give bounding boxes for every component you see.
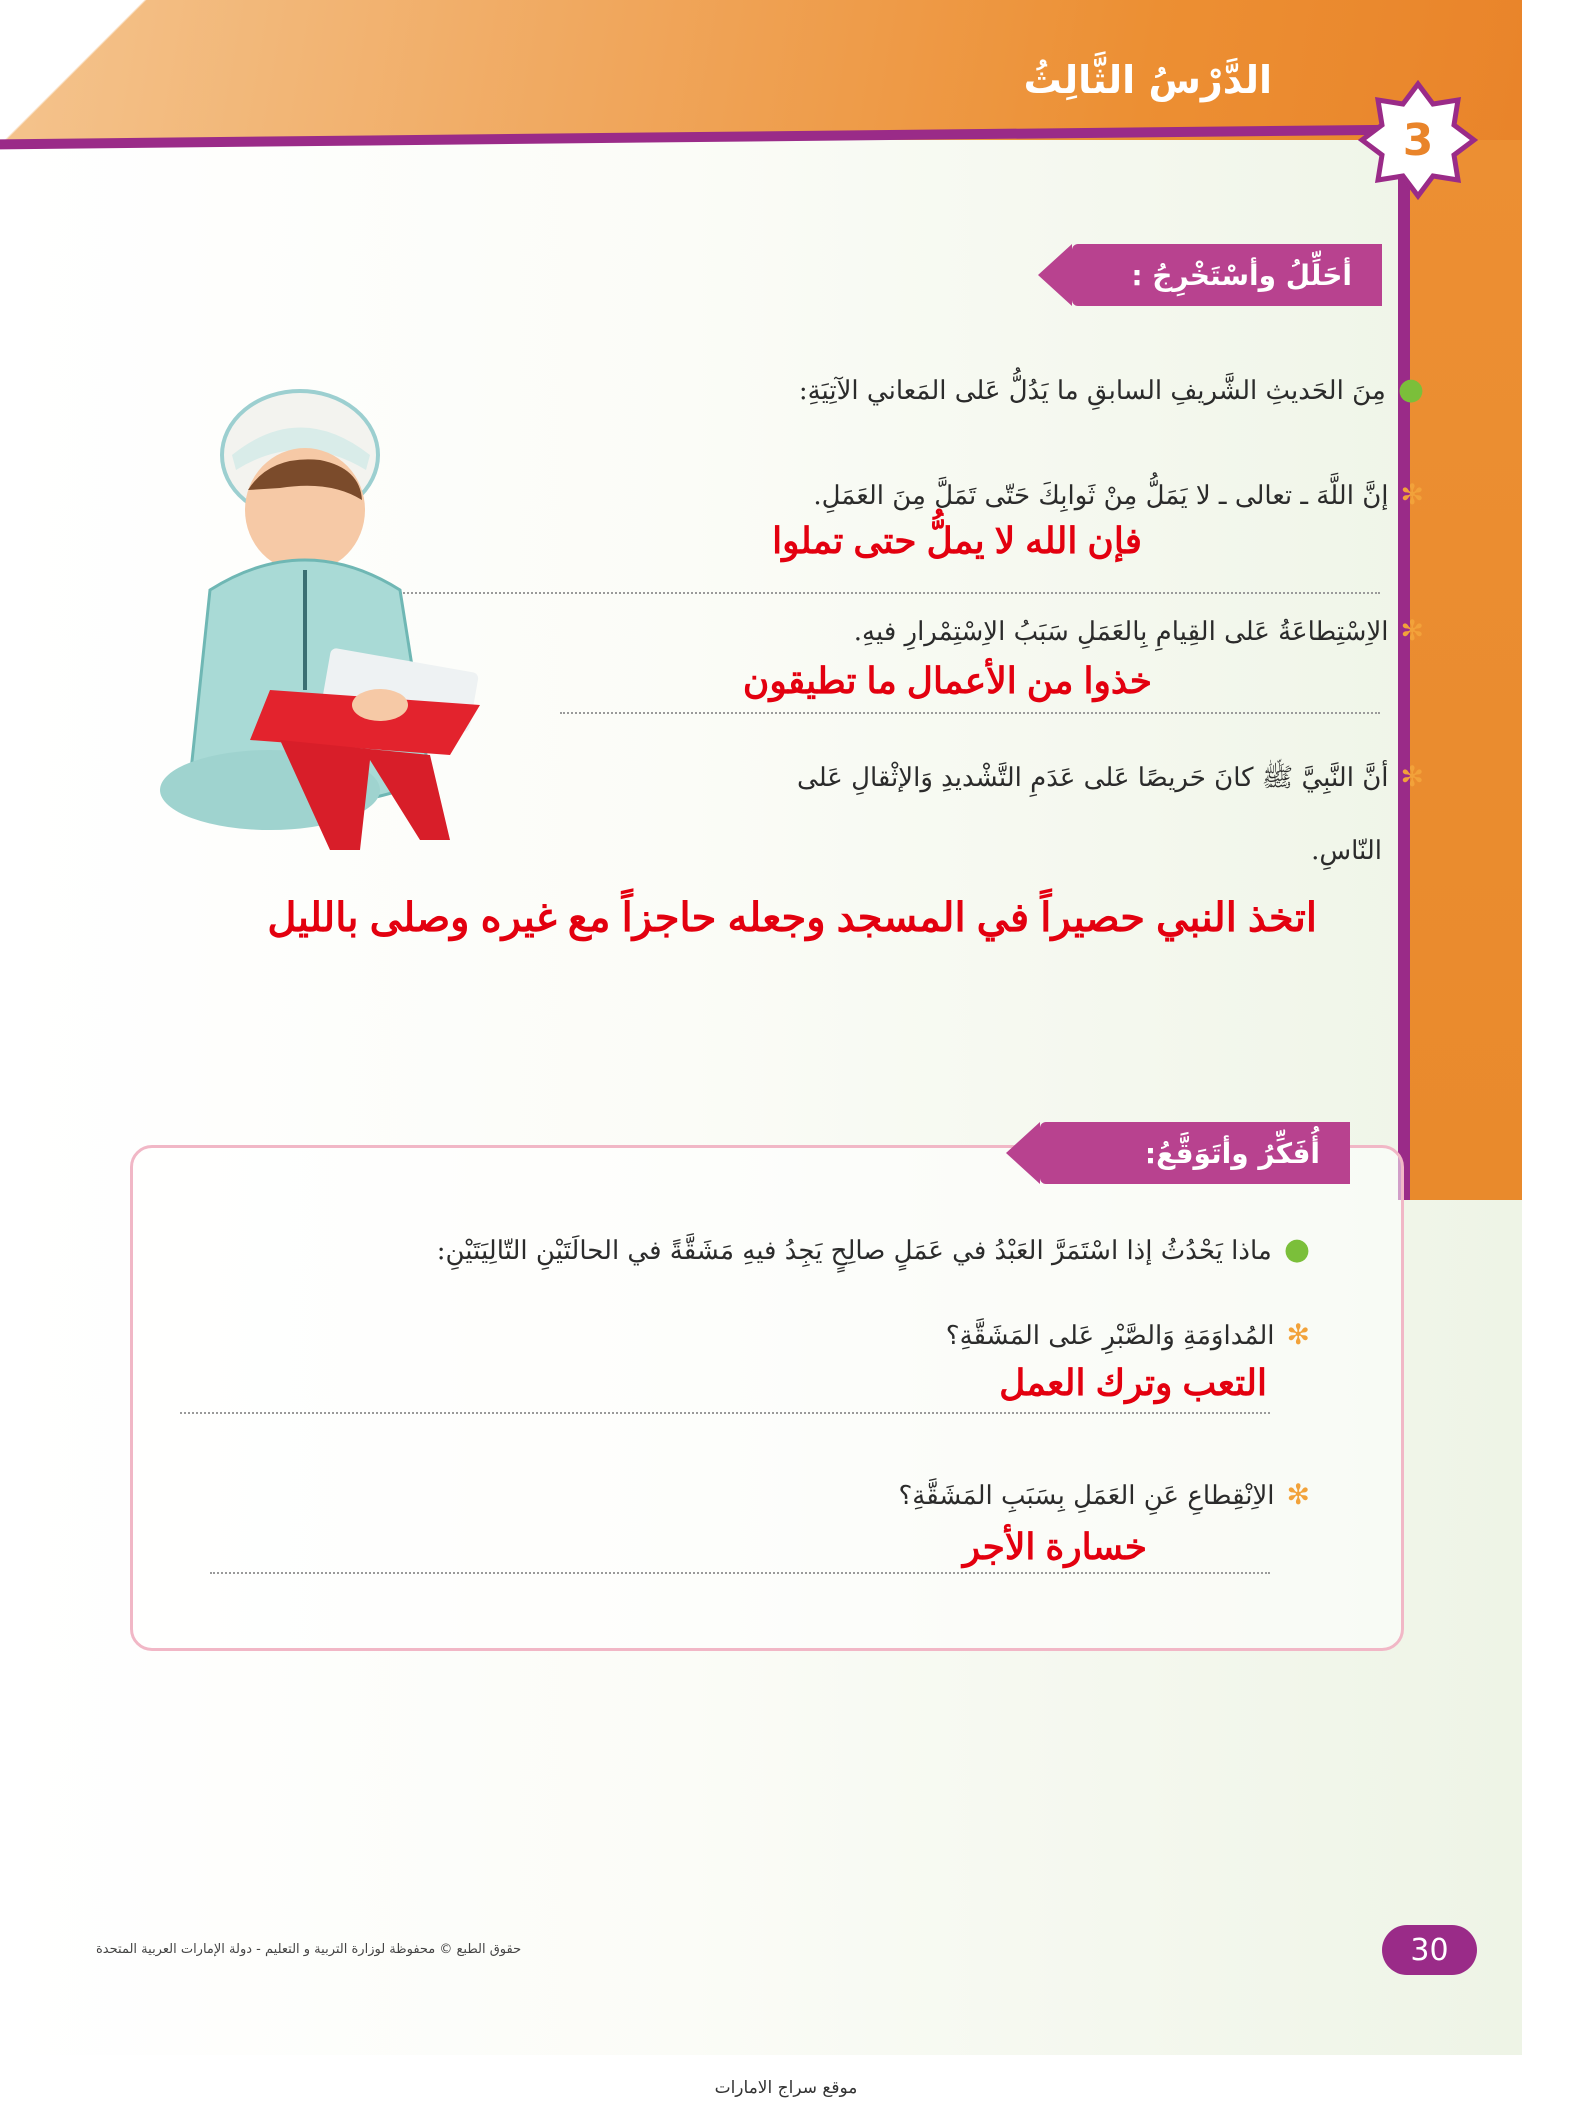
- item1-text: ✻إنَّ اللَّهَ ـ تعالى ـ لا يَمَلُّ مِنْ ثَوابِكَ حَتّى تَمَلَّ مِنَ العَمَلِ.: [813, 478, 1424, 511]
- answer-line: [380, 592, 1380, 594]
- sidebar-stripe: [1398, 140, 1410, 1200]
- item2-text: ✻الاِسْتِطاعَةُ عَلى القِيامِ بِالعَمَلِ سَبَبُ الاِسْتِمْرارِ فيهِ.: [853, 614, 1424, 647]
- right-sidebar: [1410, 140, 1522, 1200]
- section-title: أُفَكِّرُ وأتَوَقَّعُ:: [1144, 1136, 1320, 1170]
- item2-answer: خذوا من الأعمال ما تطيقون: [742, 660, 1152, 701]
- star-bullet-icon: ✻: [1400, 614, 1424, 647]
- site-footer: موقع سراج الامارات: [714, 2078, 858, 2098]
- star-bullet-icon: ✻: [1286, 1318, 1310, 1351]
- section-title: أحَلِّلُ وأسْتَخْرِجُ :: [1131, 258, 1352, 292]
- bullet-icon: ●: [1283, 1232, 1310, 1267]
- header-banner: [0, 0, 1522, 140]
- item3-text-cont: النّاسِ.: [1311, 836, 1382, 866]
- case2-answer: خسارة الأجر: [962, 1526, 1147, 1567]
- section-header-think: [1040, 1122, 1350, 1184]
- lesson-title: الدَّرْسُ الثَّالِثُ: [1023, 58, 1272, 102]
- answer-line: [180, 1412, 1270, 1414]
- answer-line: [210, 1572, 1270, 1574]
- bullet-icon: ●: [1397, 372, 1424, 407]
- star-bullet-icon: ✻: [1286, 1478, 1310, 1511]
- item1-answer: فإن الله لا يملُّ حتى تملوا: [772, 520, 1142, 561]
- star-bullet-icon: ✻: [1400, 760, 1424, 793]
- case2-text: ✻الاِنْقِطاعِ عَنِ العَمَلِ بِسَبَبِ المَشَقَّةِ؟: [898, 1478, 1310, 1511]
- case1-answer: التعب وترك العمل: [999, 1362, 1267, 1403]
- item3-text: ✻أنَّ النَّبِيَّ ﷺ كانَ حَريصًا عَلى عَدَمِ التَّشْديدِ وَالإثْقالِ عَلى: [797, 760, 1424, 793]
- banner-corner: [0, 0, 160, 140]
- item3-answer: اتخذ النبي حصيراً في المسجد وجعله حاجزاً مع غيره وصلى بالليل: [267, 896, 1317, 940]
- star-bullet-icon: ✻: [1400, 478, 1424, 511]
- lesson-number-badge: [1358, 80, 1478, 200]
- section2-question: ●ماذا يَحْدُثُ إذا اسْتَمَرَّ العَبْدُ في عَمَلٍ صالِحٍ يَجِدُ فيهِ مَشَقَّةً في الحالَتَيْنِ التّالِيَتَيْنِ:: [436, 1232, 1310, 1267]
- page-number-badge: 30: [1382, 1925, 1477, 1975]
- lesson-number: 3: [1402, 114, 1434, 166]
- copyright-note: حقوق الطبع © محفوظة لوزارة التربية و التعليم - دولة الإمارات العربية المتحدة: [96, 1942, 522, 1957]
- section-header-analyze: [1072, 244, 1382, 306]
- section1-intro: ●مِنَ الحَديثِ الشَّريفِ السابقِ ما يَدُلُّ عَلى المَعاني الآتِيَةِ:: [798, 372, 1424, 407]
- student-reading-quran-image: [130, 360, 510, 870]
- case1-text: ✻المُداوَمَةِ وَالصَّبْرِ عَلى المَشَقَّةِ؟: [945, 1318, 1310, 1351]
- answer-line: [560, 712, 1380, 714]
